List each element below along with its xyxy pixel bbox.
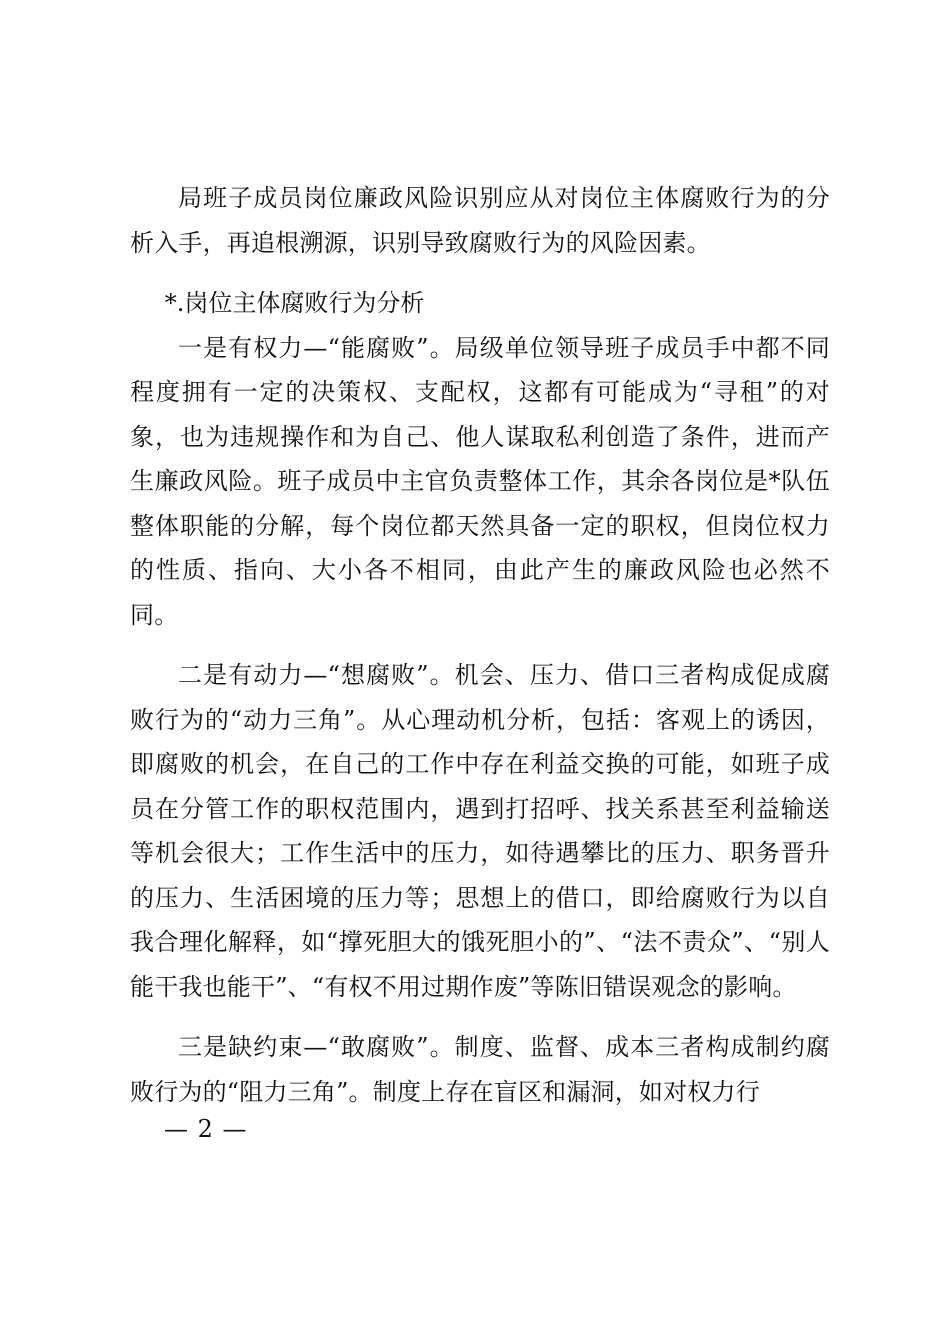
motivation-paragraph: 二是有动力—“想腐败”。机会、压力、借口三者构成促成腐败行为的“动力三角”。从心理动机分析，包括：客观上的诱因，即腐败的机会，在自己的工作中存在利益交换的可能，如班子成员在分管工作的职权范围内，遇到打招呼、找关系甚至利益输送等机会很大；工作生活中的压力，如待遇攀比的压力、职务晋升的压力、生活困境的压力等；思想上的借口，即给腐败行为以自我合理化解释，如“撑死胆大的饿死胆小的”、“法不责众”、“别人能干我也能干”、“有权不用过期作废”等陈旧错误观念的影响。	[130, 661, 830, 1001]
section-heading: *.岗位主体腐败行为分析	[164, 289, 425, 317]
document-body	[130, 176, 830, 1114]
power-paragraph: 一是有权力—“能腐败”。局级单位领导班子成员手中都不同程度拥有一定的决策权、支配权，这都有可能成为“寻租”的对象，也为违规操作和为自己、他人谋取私利创造了条件，进而产生廉政风险。班子成员中主官负责整体工作，其余各岗位是*队伍整体职能的分解，每个岗位都天然具备一定的职权，但岗位权力的性质、指向、大小各不相同，由此产生的廉政风险也必然不同。	[130, 333, 830, 629]
page-number: — 2 —	[164, 1115, 248, 1143]
intro-paragraph: 局班子成员岗位廉政风险识别应从对岗位主体腐败行为的分析入手，再追根溯源，识别导致腐败行为的风险因素。	[130, 184, 830, 257]
constraint-paragraph: 三是缺约束—“敢腐败”。制度、监督、成本三者构成制约腐败行为的“阻力三角”。制度上存在盲区和漏洞，如对权力行	[130, 1033, 830, 1106]
